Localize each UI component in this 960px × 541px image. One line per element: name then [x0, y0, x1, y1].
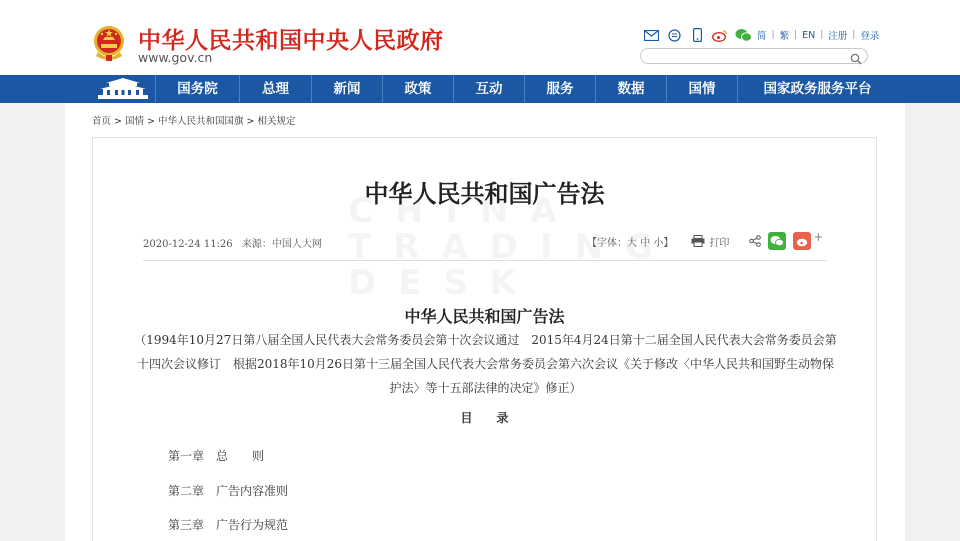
- article-tools: [587, 231, 823, 251]
- mobile-icon[interactable]: [688, 27, 706, 43]
- nav-item-state-council[interactable]: 国务院: [155, 75, 239, 103]
- site-title[interactable]: 中华人民共和国中央人民政府: [138, 28, 444, 54]
- print-label: 打印: [709, 237, 730, 249]
- toc-item: 第二章 广告内容准则: [168, 484, 289, 498]
- publish-date: 2020-12-24 11:26: [143, 239, 233, 250]
- share-wechat-icon[interactable]: [768, 232, 786, 250]
- wechat-icon[interactable]: [734, 27, 752, 43]
- mail-icon[interactable]: [642, 27, 660, 43]
- breadcrumb: [92, 113, 295, 127]
- separator: |: [794, 30, 798, 40]
- article: [92, 137, 877, 541]
- font-size-label: 【字体：: [587, 237, 627, 249]
- source-label: 来源：: [241, 239, 272, 250]
- nav-item-interaction[interactable]: 互动: [453, 75, 524, 103]
- separator: |: [771, 30, 775, 40]
- login-link[interactable]: 登录: [860, 31, 880, 42]
- article-title: 中华人民共和国广告法: [364, 179, 605, 208]
- breadcrumb-regulations[interactable]: 相关规定: [257, 116, 296, 127]
- font-size-medium[interactable]: 中: [640, 237, 651, 249]
- article-subtitle: 中华人民共和国广告法: [404, 307, 565, 326]
- nav-item-policy[interactable]: 政策: [382, 75, 453, 103]
- font-size-close: 】: [663, 237, 674, 249]
- share-icon[interactable]: [749, 235, 761, 247]
- breadcrumb-separator: >: [147, 116, 155, 127]
- nav-item-national-info[interactable]: 国情: [666, 75, 737, 103]
- breadcrumb-separator: >: [246, 116, 255, 127]
- breadcrumb-national-flag[interactable]: 中华人民共和国国旗: [157, 116, 244, 127]
- share-bar: [749, 232, 823, 250]
- share-weibo-icon[interactable]: [793, 232, 811, 250]
- article-meta: [143, 235, 328, 250]
- search-box: [640, 48, 868, 64]
- toc-item: 第三章 广告行为规范: [168, 518, 289, 532]
- site-domain: www.gov.cn: [138, 50, 213, 65]
- weibo-icon[interactable]: [711, 27, 729, 43]
- search-icon[interactable]: [850, 50, 862, 62]
- nav-item-news[interactable]: 新闻: [311, 75, 382, 103]
- amendment-history: （1994年10月27日第八届全国人民代表大会常务委员会第十次会议通过 2015年4月24日第十二届全国人民代表大会常务委员会第十四次会议修订 根据2018年10月26日第十三届全国人民代表大会常务委员会第六次会议《关于修改〈中华人民共和国野生动物保护法〉等十五部法律的决定》修正）: [134, 333, 837, 395]
- font-size-small[interactable]: 小: [653, 237, 664, 249]
- top-links-bar: [642, 26, 879, 44]
- toc-item: 第一章 总 则: [168, 449, 265, 463]
- content-area: [65, 103, 905, 541]
- message-icon[interactable]: [665, 27, 683, 43]
- toc-heading: 目录: [460, 411, 533, 425]
- breadcrumb-separator: >: [114, 116, 122, 127]
- font-size-control: [587, 234, 673, 249]
- nav-item-services[interactable]: 服务: [524, 75, 595, 103]
- lang-traditional-link[interactable]: 繁: [779, 31, 790, 42]
- nav-item-gov-service-platform[interactable]: 国家政务服务平台: [737, 75, 897, 103]
- separator: |: [852, 30, 856, 40]
- printer-icon: [691, 235, 705, 247]
- main-nav: [0, 75, 960, 103]
- register-link[interactable]: 注册: [828, 31, 848, 42]
- separator: |: [820, 30, 824, 40]
- lang-english-link[interactable]: EN: [802, 29, 816, 41]
- font-size-large[interactable]: 大: [627, 237, 637, 249]
- breadcrumb-national-info[interactable]: 国情: [124, 116, 144, 127]
- share-more-icon[interactable]: +: [813, 230, 824, 244]
- national-emblem-icon[interactable]: [92, 24, 126, 62]
- print-button[interactable]: [691, 234, 729, 249]
- search-input[interactable]: [649, 55, 849, 69]
- nav-item-data[interactable]: 数据: [595, 75, 666, 103]
- site-header: [0, 0, 960, 75]
- lang-simplified-link[interactable]: 简: [757, 31, 767, 42]
- nav-items: [155, 75, 897, 103]
- nav-item-premier[interactable]: 总理: [239, 75, 311, 103]
- source-name: 中国人大网: [271, 239, 322, 250]
- breadcrumb-home[interactable]: 首页: [92, 116, 112, 127]
- divider: [143, 260, 827, 261]
- tiananmen-icon[interactable]: [92, 75, 154, 103]
